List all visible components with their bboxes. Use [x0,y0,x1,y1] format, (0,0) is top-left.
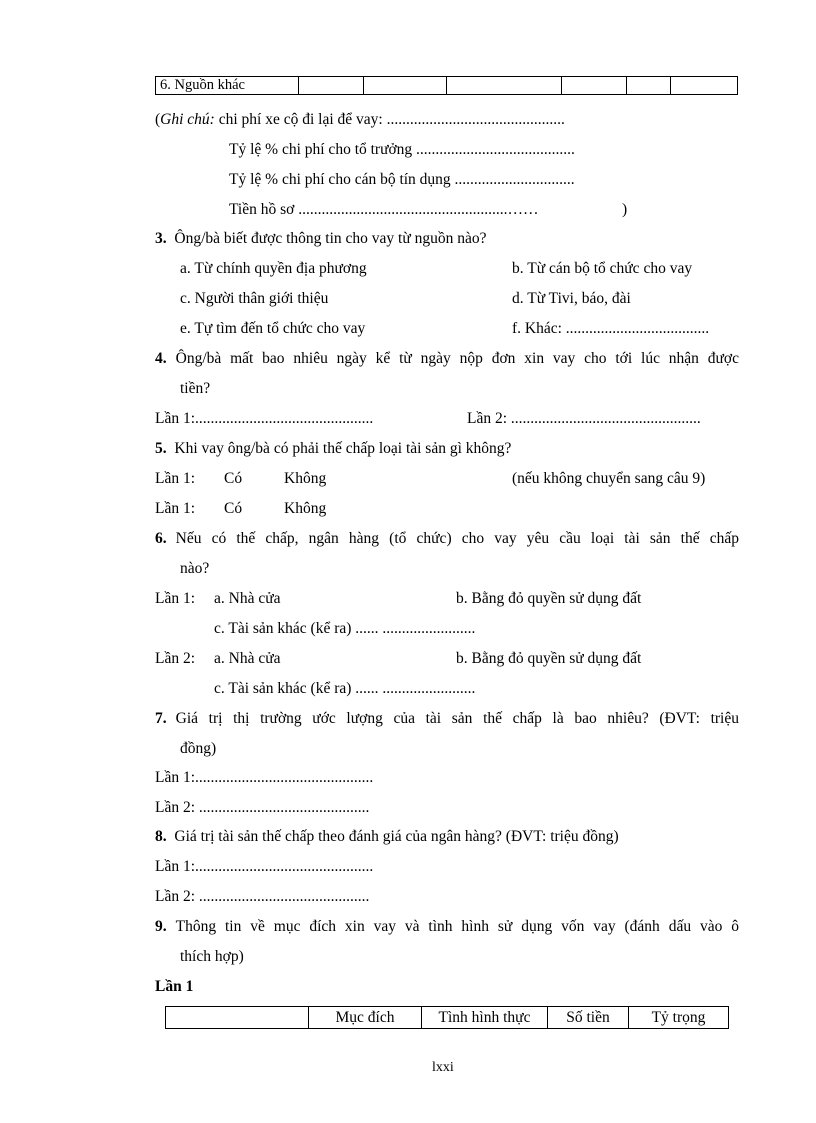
q7-lan2: Lần 2: ............................................ [155,799,370,816]
question-text: Khi vay ông/bà có phải thế chấp loại tài sản gì không? [174,440,512,457]
question-number: 4. [155,350,167,367]
bottom-table [165,1006,729,1029]
table-header-cell [166,1007,309,1029]
question-4 [155,350,739,368]
question-number: 9. [155,918,167,935]
q3-option-e: e. Tự tìm đến tổ chức cho vay [180,320,366,337]
note-close-paren: ) [622,201,628,218]
question-7 [155,710,739,728]
q6-lan2-option-c: c. Tài sản khác (kể ra) ...... ........................ [214,680,476,697]
q5-lan1-label: Lần 1: [155,470,196,487]
note-open-paren: ( [155,111,161,128]
note-line-3: Tỷ lệ % chi phí cho cán bộ tín dụng ............................... [229,171,575,188]
question-6 [155,530,739,548]
table-cell [627,77,671,95]
note-line-2: Tỷ lệ % chi phí cho tổ trưởng ......................................... [229,141,575,158]
q3-option-f: f. Khác: ..................................... [512,320,710,337]
table-cell [562,77,627,95]
q4-lan1: Lần 1:.............................................. [155,410,374,427]
q5-co-2: Có [224,500,243,517]
table-row [156,77,738,95]
question-number: 7. [155,710,167,727]
q4-lan2: Lần 2: ................................................. [467,410,701,427]
note-text-4: Tiền hồ sơ ......................................................…… [229,201,539,218]
q5-note: (nếu không chuyển sang câu 9) [512,470,706,487]
q5-co-1: Có [224,470,243,487]
q6-lan2-label: Lần 2: [155,650,196,667]
q5-khong-2: Không [284,500,327,517]
note-text-1: chi phí xe cộ đi lại để vay: .............................................. [218,111,565,128]
question-4-cont: tiền? [180,380,211,397]
table-header-cell: Tỷ trọng [629,1007,729,1029]
question-text: Thông tin về mục đích xin vay và tình hình sử dụng vốn vay (đánh dấu vào ô [175,918,739,935]
page-number: lxxi [432,1060,454,1075]
q6-lan1-option-a: a. Nhà cửa [214,590,281,607]
q5-lan2-label: Lần 1: [155,500,196,517]
question-number: 6. [155,530,167,547]
note-label: Ghi chú: [160,111,215,128]
question-text: Giá trị tài sản thế chấp theo đánh giá của ngân hàng? (ĐVT: triệu đồng) [174,828,619,845]
q3-option-b: b. Từ cán bộ tổ chức cho vay [512,260,693,277]
q6-lan2-option-a: a. Nhà cửa [214,650,281,667]
question-3 [155,230,487,248]
q3-option-d: d. Từ Tivi, báo, đài [512,290,631,307]
table-cell: 6. Nguồn khác [156,77,299,95]
table-header-cell: Mục đích [309,1007,422,1029]
table-cell [364,77,447,95]
q8-lan1: Lần 1:.............................................. [155,858,374,875]
question-text: Ông/bà mất bao nhiêu ngày kể từ ngày nộp đơn xin vay cho tới lúc nhận được [175,350,739,367]
table-header-row [166,1007,729,1029]
question-8 [155,828,619,846]
table-cell [447,77,562,95]
note-line-4 [229,201,538,219]
question-number: 3. [155,230,167,247]
q6-lan1-option-c: c. Tài sản khác (kể ra) ...... ........................ [214,620,476,637]
table-header-cell: Tình hình thực [422,1007,548,1029]
q6-lan1-option-b: b. Bằng đỏ quyền sử dụng đất [456,590,642,607]
table-cell [671,77,738,95]
question-number: 8. [155,828,167,845]
q3-option-c: c. Người thân giới thiệu [180,290,329,307]
question-9 [155,918,739,936]
note-line-1 [155,111,565,129]
top-table [155,76,738,95]
question-9-cont: thích hợp) [180,948,244,965]
question-text: Ông/bà biết được thông tin cho vay từ nguồn nào? [174,230,487,247]
question-6-cont: nào? [180,560,210,577]
q8-lan2: Lần 2: ............................................ [155,888,370,905]
q5-khong-1: Không [284,470,327,487]
question-5 [155,440,511,458]
q7-lan1: Lần 1:.............................................. [155,769,374,786]
q6-lan1-label: Lần 1: [155,590,196,607]
question-7-cont: đồng) [180,740,217,757]
question-number: 5. [155,440,167,457]
question-text: Giá trị thị trường ước lượng của tài sản thế chấp là bao nhiêu? (ĐVT: triệu [175,710,739,727]
table-cell [299,77,364,95]
question-text: Nếu có thế chấp, ngân hàng (tổ chức) cho vay yêu cầu loại tài sản thế chấp [175,530,739,547]
q9-lan1-heading: Lần 1 [155,978,194,995]
table-header-cell: Số tiền [548,1007,629,1029]
q6-lan2-option-b: b. Bằng đỏ quyền sử dụng đất [456,650,642,667]
q3-option-a: a. Từ chính quyền địa phương [180,260,367,277]
